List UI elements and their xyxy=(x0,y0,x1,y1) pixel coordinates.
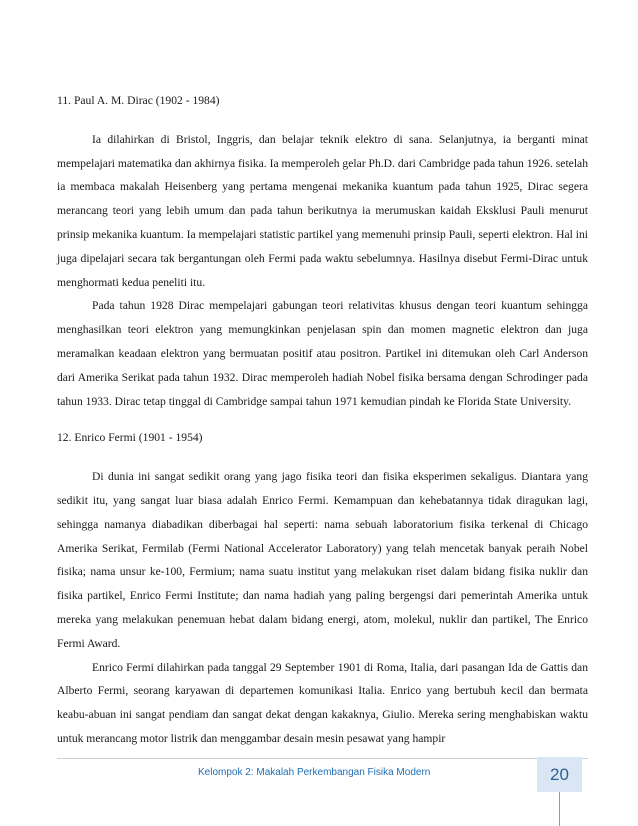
paragraph-dirac-1: Ia dilahirkan di Bristol, Inggris, dan belajar teknik elektro di sana. Selanjutnya, ia berganti minat mempelajari matematika dan akhirnya fisika. Ia memperoleh gelar Ph.D. dari Cambridge pada tahun 1926. setelah ia membaca makalah Heisenberg yang pertama mengenai mekanika kuantum pada tahun 1925, Dirac segera merancang teori yang lebih umum dan pada tahun berikutnya ia merumuskan kaidah Eksklusi Pauli menurut prinsip mekanika kuantum. Ia mempelajari statistic partikel yang memenuhi prinsip Pauli, seperti elektron. Hal ini juga dipelajari secara tak bergantungan oleh Fermi pada waktu sebelumnya. Hasilnya disebut Fermi-Dirac untuk menghormati kedua peneliti itu. xyxy=(57,132,588,289)
page-number-rule xyxy=(559,792,560,826)
page-body xyxy=(57,89,588,751)
footer-title: Kelompok 2: Makalah Perkembangan Fisika Modern xyxy=(198,767,431,778)
footer-divider xyxy=(57,758,588,759)
paragraph-dirac-2: Pada tahun 1928 Dirac mempelajari gabungan teori relativitas khusus dengan teori kuantum sehingga menghasilkan teori elektron yang memungkinkan penjelasan spin dan momen magnetic elektron dan juga meramalkan keadaan elektron yang bermuatan positif atau positron. Partikel ini ditemukan oleh Carl Anderson dari Amerika Serikat pada tahun 1932. Dirac memperoleh hadiah Nobel fisika bersama dengan Schrodinger pada tahun 1933. Dirac tetap tinggal di Cambridge sampai tahun 1971 kemudian pindah ke Florida State University. xyxy=(57,299,588,408)
page-number: 20 xyxy=(550,764,569,784)
section-heading-fermi: 12. Enrico Fermi (1901 - 1954) xyxy=(57,431,203,445)
page-number-box xyxy=(537,757,582,792)
paragraph-fermi-2: Enrico Fermi dilahirkan pada tanggal 29 September 1901 di Roma, Italia, dari pasangan Ida de Gattis dan Alberto Fermi, seorang karyawan di departemen komunikasi Italia. Enrico yang bertubuh kecil dan bermata keabu-abuan ini sangat pendiam dan sangat dekat dengan kakaknya, Giulio. Mereka sering menghabiskan waktu untuk merancang motor listrik dan menggambar desain mesin pesawat yang hampir xyxy=(57,660,588,745)
section-heading-dirac: 11. Paul A. M. Dirac (1902 - 1984) xyxy=(57,94,220,107)
paragraph-fermi-1: Di dunia ini sangat sedikit orang yang jago fisika teori dan fisika eksperimen sekaligus. Diantara yang sedikit itu, yang sangat luar biasa adalah Enrico Fermi. Kemampuan dan kehebatannya tidak diragukan lagi, sehingga namanya diabadikan diberbagai hal seperti: nama sebuah laboratorium fisika terkenal di Chicago Amerika Serikat, Fermilab (Fermi National Accelerator Laboratory) yang telah mencetak banyak peraih Nobel fisika; nama unsur ke-100, Fermium; nama suatu institut yang melakukan riset dalam bidang fisika nuklir dan fisika partikel, Enrico Fermi Institute; dan nama hadiah yang paling bergengsi dari pemerintah Amerika untuk mereka yang melakukan penemuan hebat dalam bidang energi, atom, molekul, nuklir dan partikel, The Enrico Fermi Award. xyxy=(57,470,588,650)
